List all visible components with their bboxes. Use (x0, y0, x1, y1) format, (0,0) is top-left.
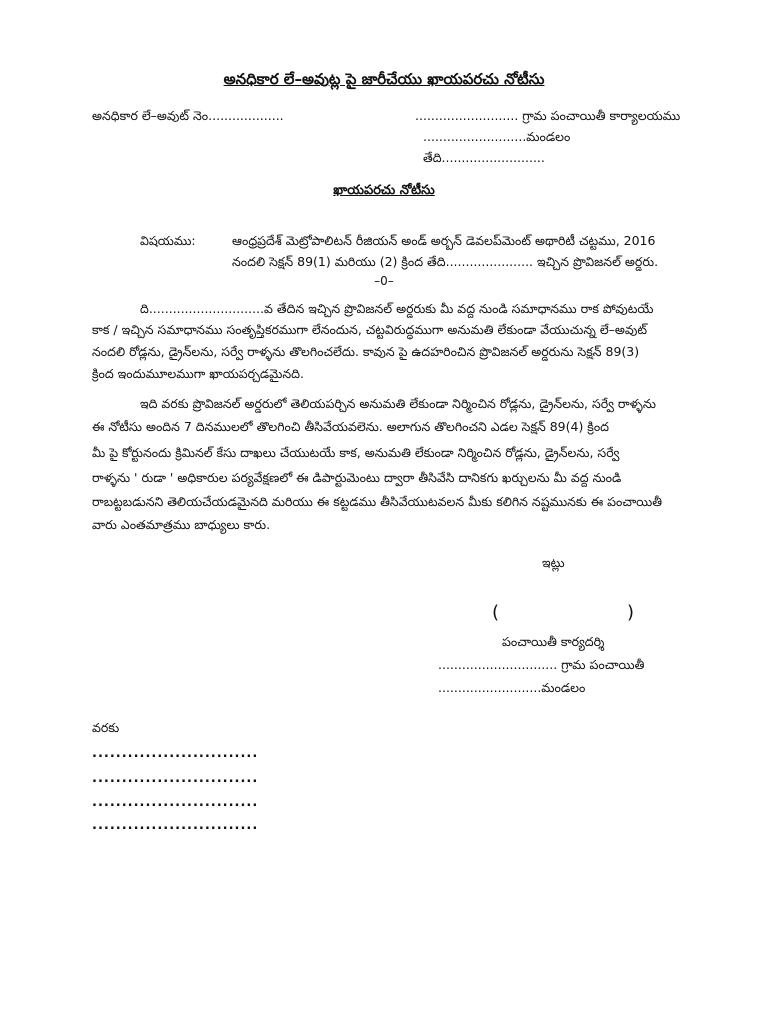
paragraph-2-line: ఇది వరకు ప్రొవిజనల్ అర్డరులో తెలియపర్చిన అనుమతి లేకుండా నిర్మించిన రోడ్లను, డ్రైన్‌లను, సర్వే రాళ్ళను (140, 396, 656, 411)
separator: –0– (374, 274, 394, 288)
paragraph-1-line: క్రింద ఇందుమూలముగా ఖాయపర్చడమైనది. (92, 366, 304, 381)
subject-line-1: ఆంధ్రప్రదేశ్ మెట్రోపాలిటన్ రీజియన్ అండ్ అర్బన్ డెవలప్‌మెంట్ అథారిటీ చట్టము, 2016 (232, 233, 656, 248)
recipient-line: ............................ (92, 771, 259, 786)
subject-label: విషయము: (140, 233, 196, 248)
paragraph-1-line: నందలి రోడ్లను, డ్రైన్‌లను, సర్వే రాళ్ళను తొలగించలేదు. కావున పై ఉదహరించిన ప్రొవిజనల్ అర్డరును సెక్షన్ 89(3) (92, 344, 640, 359)
recipient-label: వరకు (92, 720, 120, 735)
header-date: తేది.......................... (423, 150, 545, 165)
paragraph-2-line: రాబట్టబడునని తెలియచేయడమైనది మరియు ఈ కట్టడము తీసివేయుటవలన మీకు కలిగిన నష్టమునకు ఈ పంచాయితీ (92, 494, 663, 509)
panchayat-office: .......................... గ్రామ పంచాయితీ కార్యాలయము (415, 108, 681, 123)
closing-text: ఇట్లు (542, 555, 565, 570)
paragraph-2-line: వారు ఎంతమాత్రము బాధ్యులు కారు. (92, 517, 271, 532)
paragraph-2-line: ఈ నోటీసు అందిన 7 దినములలో తొలగించి తీసివేయవలెను. అలాగున తొలగించని ఎడల సెక్షన్ 89(4) క్రింద (92, 419, 609, 434)
header-mandal: ..........................మండలం (423, 129, 571, 144)
document-title: అనధికార లే–అవుట్ల పై జారీచేయు ఖాయపరచు నోటీసు (223, 70, 545, 88)
signatory-designation: పంచాయితీ కార్యదర్శి (502, 634, 605, 649)
paragraph-2-line: మీ పై కోర్టునందు క్రిమినల్ కేసు దాఖలు చేయుటయే కాక, అనుమతి లేకుండా నిర్మించిన రోడ్లను, డ్రైన్‌లను, సర్వే (92, 445, 620, 460)
recipient-line: ............................ (92, 746, 259, 761)
signatory-village: .............................. గ్రామ పంచాయితీ (438, 657, 645, 672)
recipient-line: ............................ (92, 795, 259, 810)
recipient-line: ............................ (92, 818, 259, 833)
notice-subheading: ఖాయపరచు నోటీసు (333, 183, 435, 198)
paragraph-1-line: కాక / ఇచ్చిన సమాధానము సంతృప్తికరముగా లేనందున, చట్టవిరుద్ధముగా అనుమతి లేకుండా వేయుచున్న లే–అవుట్ (92, 322, 648, 337)
signature-placeholder (492, 602, 634, 623)
paren-open: ( (492, 602, 500, 623)
signatory-mandal: ..........................మండలం (438, 680, 586, 695)
paragraph-1-line: ది.............................వ తేదిన ఇచ్చిన ప్రొవిజనల్ అర్డరుకు మీ వద్ద నుండి సమాధానము రాక పోవుటయే (140, 301, 654, 316)
subject-line-2: నందలి సెక్షన్ 89(1) మరియు (2) క్రింద తేది...................... ఇచ్చిన ప్రొవిజనల్ అర్డరు. (232, 254, 659, 269)
paren-close: ) (626, 602, 634, 623)
layout-number: అనధికార లే–అవుట్ నెం................... (92, 108, 284, 123)
paragraph-2-line: రాళ్ళను ' రుడా ' అధికారుల పర్యవేక్షణలో ఈ డిపార్టుమెంటు ద్వారా తీసివేసి దానికగు ఖర్చులను మీ వద్ద నుండి (92, 470, 622, 485)
